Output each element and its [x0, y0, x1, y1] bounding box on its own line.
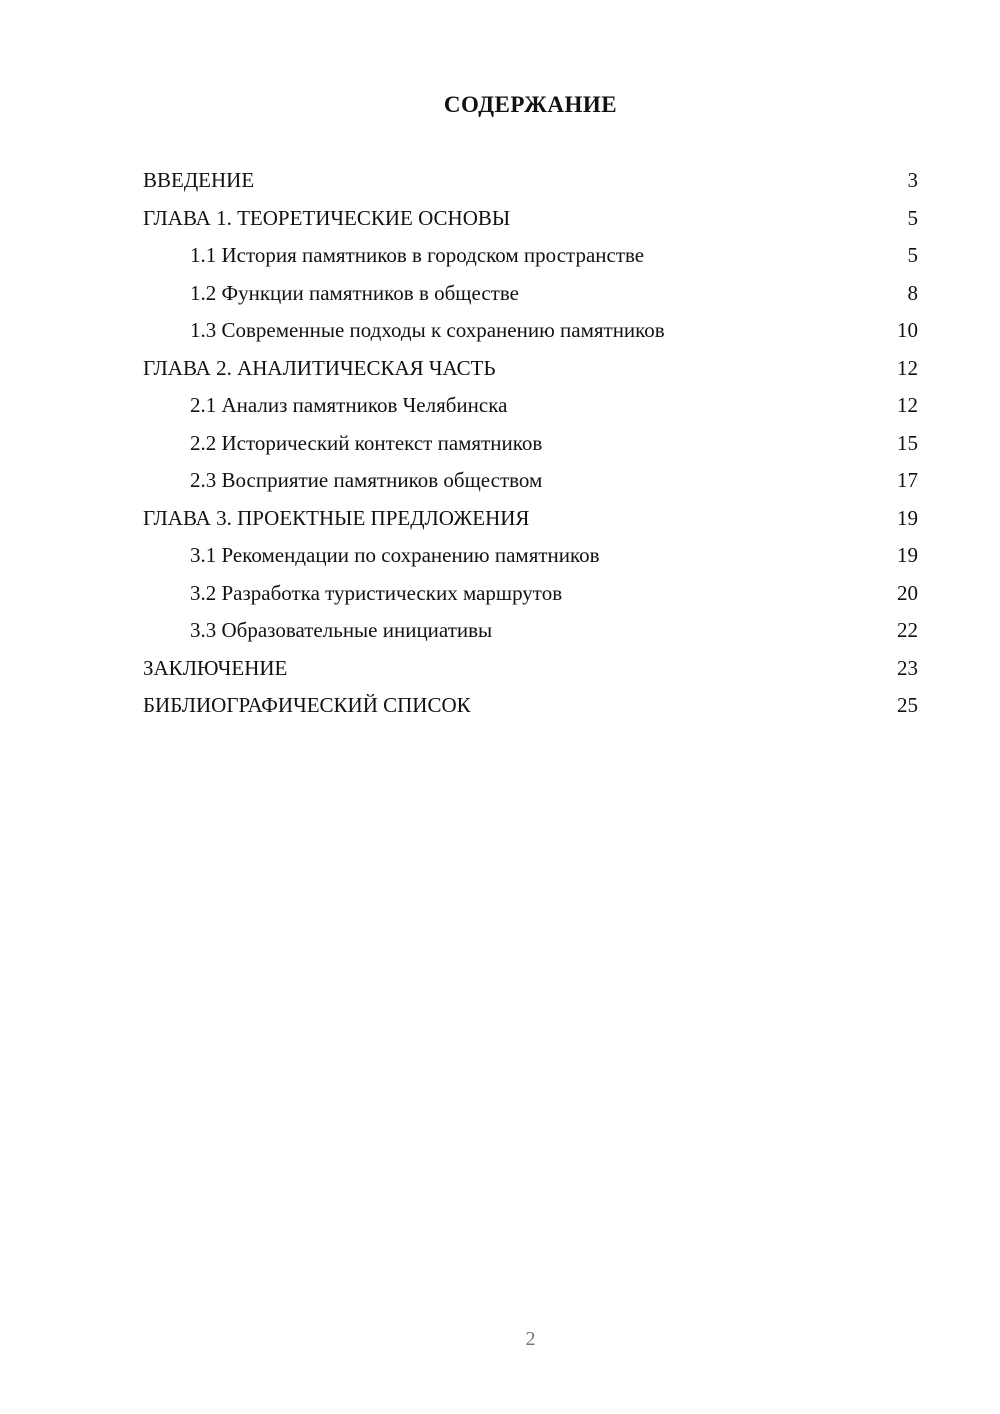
toc-entry: [143, 350, 918, 388]
toc-entry: [143, 500, 918, 538]
toc-entry-label: ЗАКЛЮЧЕНИЕ: [143, 655, 288, 680]
toc-entry-label: ГЛАВА 2. АНАЛИТИЧЕСКАЯ ЧАСТЬ: [143, 355, 496, 380]
toc-entry-page-number: 12: [897, 355, 918, 380]
toc-entry: [143, 237, 918, 275]
toc-entry: [143, 200, 918, 238]
toc-entry-page-number: 22: [897, 618, 918, 642]
toc-entry: [143, 462, 918, 500]
toc-entry-page-number: 17: [897, 468, 918, 492]
toc-entry: [143, 162, 918, 200]
toc-entry-page-number: 3: [907, 168, 918, 192]
toc-entry: [143, 650, 918, 688]
toc-entry-label: 3.3 Образовательные инициативы: [190, 618, 493, 642]
page-content: [143, 0, 918, 725]
toc-entry-label: 2.1 Анализ памятников Челябинска: [190, 393, 508, 417]
toc-entry-label: 1.2 Функции памятников в обществе: [190, 280, 519, 305]
toc-entry: [143, 312, 918, 350]
toc-entry-page-number: 20: [897, 580, 918, 605]
toc-entry-label: 3.2 Разработка туристических маршрутов: [190, 580, 563, 605]
toc-entry-page-number: 15: [897, 430, 918, 455]
footer-page-number: 2: [525, 1328, 536, 1350]
toc-entry-page-number: 5: [907, 243, 918, 267]
toc-entry: [143, 687, 918, 725]
toc-entry: [143, 537, 918, 575]
toc-entry: [143, 575, 918, 613]
toc-entry-page-number: 23: [897, 655, 918, 680]
toc-entry-page-number: 10: [897, 318, 918, 342]
toc-entry-label: 1.3 Современные подходы к сохранению памятников: [190, 318, 665, 342]
toc-entry: [143, 275, 918, 313]
toc-entry-label: 1.1 История памятников в городском пространстве: [190, 243, 645, 267]
toc-entry-page-number: 25: [897, 693, 918, 717]
toc-entry: [143, 425, 918, 463]
toc-entry-label: ГЛАВА 3. ПРОЕКТНЫЕ ПРЕДЛОЖЕНИЯ: [143, 505, 530, 530]
toc-entry-label: ГЛАВА 1. ТЕОРЕТИЧЕСКИЕ ОСНОВЫ: [143, 205, 511, 230]
toc-entry-label: 2.3 Восприятие памятников обществом: [190, 468, 543, 492]
toc-entry-page-number: 19: [897, 543, 918, 567]
toc-entry: [143, 612, 918, 650]
page-title: СОДЕРЖАНИЕ: [443, 92, 618, 117]
toc-entry-page-number: 5: [907, 205, 918, 230]
toc-entry-label: 3.1 Рекомендации по сохранению памятников: [190, 543, 600, 567]
toc-entry-page-number: 12: [897, 393, 918, 417]
toc-entry-page-number: 8: [907, 280, 918, 305]
toc-entry-page-number: 19: [897, 505, 918, 530]
toc-entry-label: БИБЛИОГРАФИЧЕСКИЙ СПИСОК: [143, 693, 471, 717]
toc-entry: [143, 387, 918, 425]
toc-entry-label: ВВЕДЕНИЕ: [143, 168, 255, 192]
toc-entry-label: 2.2 Исторический контекст памятников: [190, 430, 543, 455]
toc-list: [143, 162, 918, 725]
